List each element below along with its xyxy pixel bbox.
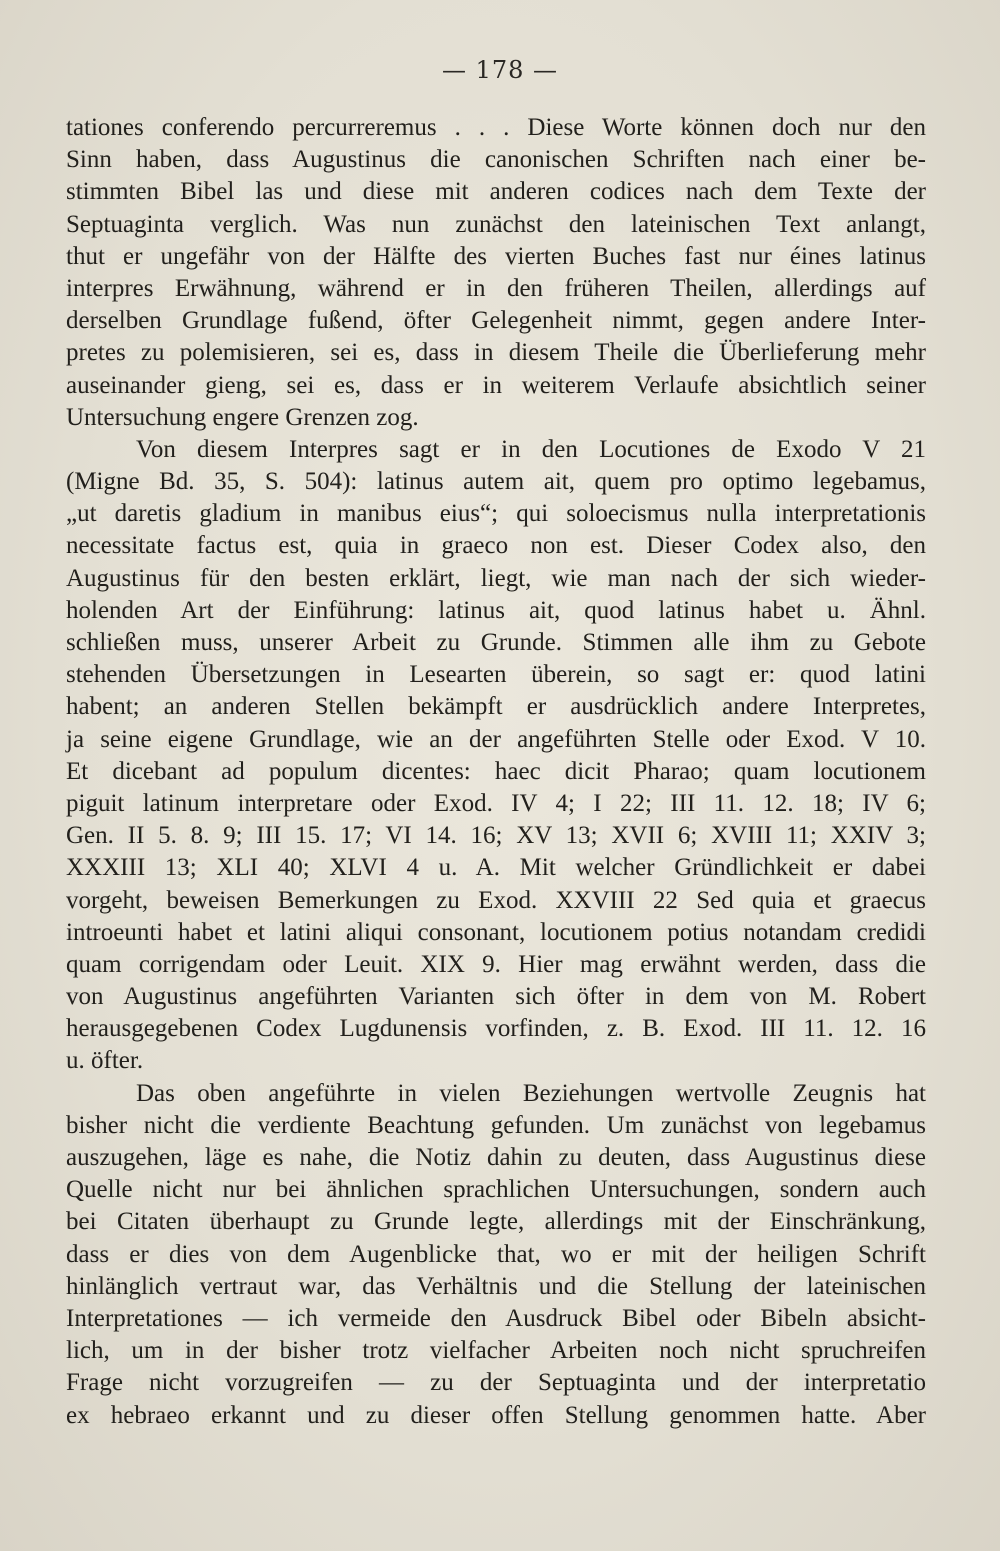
text-line: von Augustinus angeführten Varianten sich öfter in dem von M. Robert	[66, 983, 926, 1011]
text-line: holenden Art der Einführung: latinus ait, quod latinus habet u. Ähnl.	[66, 596, 926, 624]
text-line: vorgeht, beweisen Bemerkungen zu Exod. XXVIII 22 Sed quia et graecus	[66, 886, 926, 914]
text-line: Das oben angeführte in vielen Beziehungen wertvolle Zeugnis hat	[136, 1079, 926, 1107]
text-line: lich, um in der bisher trotz vielfacher Arbeiten noch nicht spruchreifen	[66, 1337, 926, 1365]
text-line: Von diesem Interpres sagt er in den Locutiones de Exodo V 21	[136, 435, 926, 463]
text-line: dass er dies von dem Augenblicke that, wo er mit der heiligen Schrift	[66, 1240, 926, 1268]
text-line: Et dicebant ad populum dicentes: haec dicit Pharao; quam locutionem	[66, 757, 926, 785]
text-line: u. öfter.	[66, 1047, 144, 1075]
text-line: auszugehen, läge es nahe, die Notiz dahin zu deuten, dass Augustinus diese	[66, 1144, 926, 1171]
text-line: derselben Grundlage fußend, öfter Gelegenheit nimmt, gegen andere Inter-	[66, 307, 926, 335]
text-line: stehenden Übersetzungen in Lesearten überein, so sagt er: quod latini	[66, 661, 926, 689]
text-line: Sinn haben, dass Augustinus die canonischen Schriften nach einer be-	[66, 146, 926, 174]
text-line: tationes conferendo percurreremus . . . Diese Worte können doch nur den	[66, 114, 926, 141]
text-line: Gen. II 5. 8. 9; III 15. 17; VI 14. 16; XV 13; XVII 6; XVIII 11; XXIV 3;	[66, 822, 926, 850]
text-line: herausgegebenen Codex Lugdunensis vorfinden, z. B. Exod. III 11. 12. 16	[66, 1015, 926, 1043]
text-line: quam corrigendam oder Leuit. XIX 9. Hier mag erwähnt werden, dass die	[66, 950, 926, 978]
text-line: habent; an anderen Stellen bekämpft er ausdrücklich andere Interpretes,	[66, 693, 926, 721]
text-line: piguit latinum interpretare oder Exod. IV 4; I 22; III 11. 12. 18; IV 6;	[66, 789, 926, 817]
text-line: introeunti habet et latini aliqui consonant, locutionem potius notandam credidi	[66, 918, 926, 946]
text-line: stimmten Bibel las und diese mit anderen codices nach dem Texte der	[66, 178, 926, 206]
text-line: bei Citaten überhaupt zu Grunde legte, allerdings mit der Einschränkung,	[66, 1208, 926, 1236]
text-line: (Migne Bd. 35, S. 504): latinus autem ait, quem pro optimo legebamus,	[66, 468, 926, 496]
text-line: necessitate factus est, quia in graeco non est. Dieser Codex also, den	[66, 532, 926, 560]
text-line: Untersuchung engere Grenzen zog.	[66, 403, 419, 431]
text-line: Frage nicht vorzugreifen — zu der Septuaginta und der interpretatio	[66, 1369, 926, 1397]
text-line: ja seine eigene Grundlage, wie an der angeführten Stelle oder Exod. V 10.	[66, 725, 926, 753]
text-line: interpres Erwähnung, während er in den früheren Theilen, allerdings auf	[66, 274, 926, 302]
text-line: XXXIII 13; XLI 40; XLVI 4 u. A. Mit welcher Gründlichkeit er dabei	[66, 854, 926, 882]
text-line: Augustinus für den besten erklärt, liegt, wie man nach der sich wieder-	[66, 564, 926, 592]
text-line: bisher nicht die verdiente Beachtung gefunden. Um zunächst von legebamus	[66, 1111, 926, 1139]
text-line: ex hebraeo erkannt und zu dieser offen Stellung genommen hatte. Aber	[66, 1401, 926, 1429]
text-line: schließen muss, unserer Arbeit zu Grunde. Stimmen alle ihm zu Gebote	[66, 629, 926, 656]
page-number: — 178 —	[441, 56, 559, 84]
text-line: Septuaginta verglich. Was nun zunächst den lateinischen Text anlangt,	[66, 210, 926, 238]
text-line: „ut daretis gladium in manibus eius“; qui soloecismus nulla interpretationis	[66, 500, 926, 528]
text-line: Interpretationes — ich vermeide den Ausdruck Bibel oder Bibeln absicht-	[66, 1304, 926, 1332]
text-line: Quelle nicht nur bei ähnlichen sprachlichen Untersuchungen, sondern auch	[66, 1176, 926, 1204]
body-text	[66, 112, 926, 1432]
text-line: thut er ungefähr von der Hälfte des vierten Buches fast nur éines latinus	[66, 242, 926, 270]
text-line: auseinander gieng, sei es, dass er in weiterem Verlaufe absichtlich seiner	[66, 371, 926, 399]
text-line: pretes zu polemisieren, sei es, dass in diesem Theile die Überlieferung mehr	[66, 339, 926, 367]
text-line: hinlänglich vertraut war, das Verhältnis und die Stellung der lateinischen	[66, 1272, 926, 1300]
